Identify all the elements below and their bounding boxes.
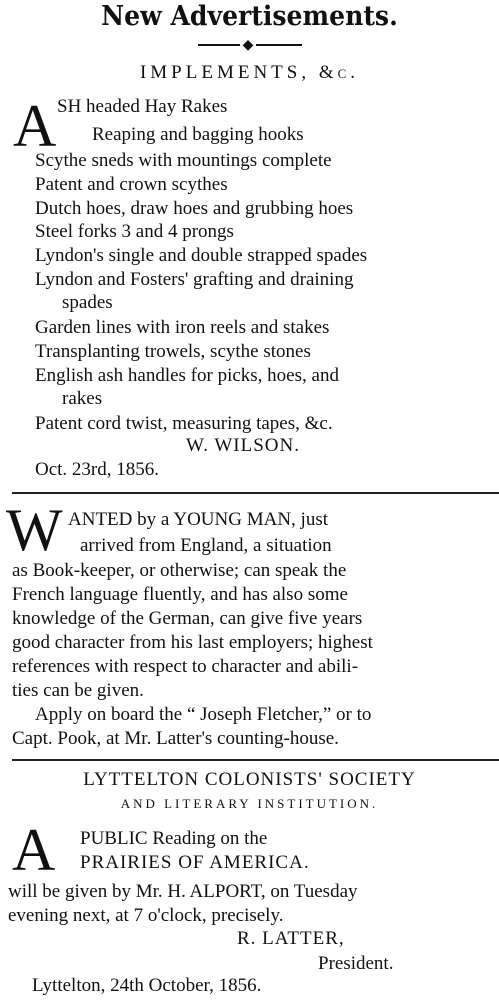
wanted-line: Apply on board the “ Joseph Fletcher,” or to (35, 704, 372, 725)
society-dateline: Lyttelton, 24th October, 1856. (32, 975, 262, 996)
implements-line: Lyndon and Fosters' grafting and draining (35, 269, 354, 290)
wanted-line: French language fluently, and has also some (12, 584, 348, 605)
implements-line: Lyndon's single and double strapped spades (35, 245, 368, 266)
implements-date: Oct. 23rd, 1856. (35, 459, 160, 480)
implements-line: English ash handles for picks, hoes, and (35, 365, 339, 386)
wanted-line: references with respect to character and abili- (12, 656, 359, 677)
implements-line: Scythe sneds with mountings complete (35, 150, 332, 171)
society-subheading: AND LITERARY INSTITUTION. (120, 796, 379, 811)
society-dropcap: A (12, 817, 56, 883)
wanted-line: as Book-keeper, or otherwise; can speak the (12, 560, 347, 581)
society-heading: LYTTELTON COLONISTS' SOCIETY (83, 769, 416, 790)
wanted-line: ties can be given. (12, 680, 144, 701)
implements-line: Transplanting trowels, scythe stones (35, 341, 311, 362)
section-divider (12, 759, 499, 761)
implements-dropcap: A (13, 93, 57, 159)
implements-line: Reaping and bagging hooks (92, 124, 304, 145)
implements-signature: W. WILSON. (186, 435, 300, 456)
implements-line: Dutch hoes, draw hoes and grubbing hoes (35, 198, 354, 219)
society-line: PUBLIC Reading on the (80, 828, 268, 849)
society-signature: R. LATTER, (237, 928, 345, 949)
implements-line: Patent and crown scythes (35, 174, 228, 195)
section-divider (12, 492, 499, 494)
implements-line: Garden lines with iron reels and stakes (35, 317, 330, 338)
wanted-line: good character from his last employers; highest (12, 632, 373, 653)
implements-heading: IMPLEMENTS, &c. (139, 62, 360, 83)
wanted-line: Capt. Pook, at Mr. Latter's counting-house. (12, 728, 339, 749)
society-line: evening next, at 7 o'clock, precisely. (8, 905, 284, 926)
wanted-line: ANTED by a YOUNG MAN, just (68, 509, 328, 530)
society-line: will be given by Mr. H. ALPORT, on Tuesday (8, 881, 358, 902)
society-line: PRAIRIES OF AMERICA. (80, 852, 310, 873)
wanted-dropcap: W (6, 497, 63, 563)
wanted-line: knowledge of the German, can give five years (12, 608, 363, 629)
implements-line: Steel forks 3 and 4 prongs (35, 221, 234, 242)
implements-line: rakes (62, 388, 103, 409)
implements-line: SH headed Hay Rakes (57, 96, 228, 117)
implements-line: spades (62, 292, 113, 313)
masthead-title: New Advertisements. (101, 1, 398, 32)
society-signature-title: President. (318, 953, 394, 974)
wanted-line: arrived from England, a situation (80, 535, 332, 556)
implements-line: Patent cord twist, measuring tapes, &c. (35, 413, 333, 434)
diamond-ornament-icon: ◆ (240, 37, 256, 53)
